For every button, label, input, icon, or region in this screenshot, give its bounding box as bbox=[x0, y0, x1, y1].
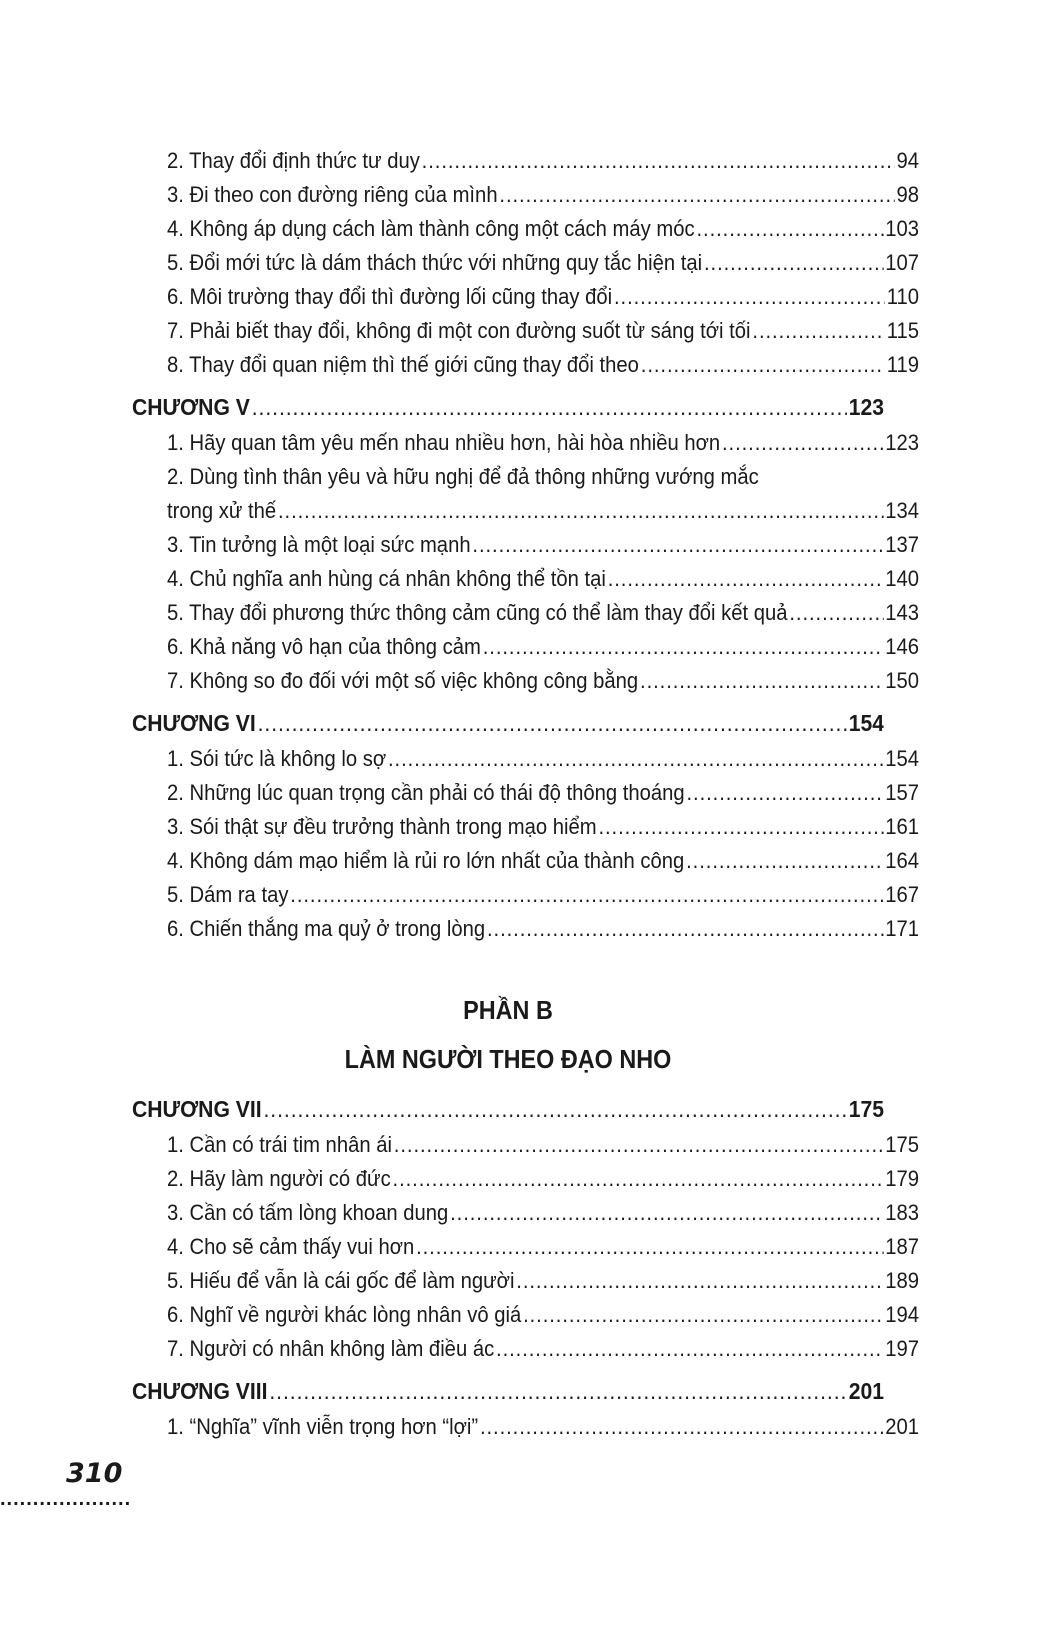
dot-leader bbox=[450, 1196, 883, 1230]
toc-entry-title: 6. Nghĩ về người khác lòng nhân vô giá bbox=[166, 1302, 522, 1327]
table-of-contents bbox=[132, 144, 919, 1444]
dot-leader bbox=[641, 348, 885, 382]
dot-leader bbox=[686, 776, 883, 810]
toc-chapter-heading bbox=[132, 704, 884, 742]
chapter-page: 123 bbox=[848, 394, 885, 420]
toc-entry-page: 201 bbox=[885, 1414, 919, 1439]
toc-entry-page: 175 bbox=[885, 1132, 919, 1157]
toc-entry-title: 2. Hãy làm người có đức bbox=[166, 1166, 391, 1191]
dot-leader bbox=[480, 1410, 883, 1444]
toc-entry bbox=[132, 1264, 919, 1298]
toc-entry-title: 4. Không dám mạo hiểm là rủi ro lớn nhất của thành công bbox=[166, 848, 685, 873]
chapter-page: 175 bbox=[848, 1096, 885, 1122]
toc-entry-title: 4. Cho sẽ cảm thấy vui hơn bbox=[166, 1234, 415, 1259]
toc-chapter-heading bbox=[132, 1090, 884, 1128]
dot-leader bbox=[483, 630, 884, 664]
toc-entry-title-line1: 2. Dùng tình thân yêu và hữu nghị để đả thông những vướng mắc bbox=[166, 464, 759, 489]
toc-entry bbox=[132, 144, 919, 178]
toc-entry bbox=[132, 1230, 919, 1264]
toc-entry bbox=[132, 246, 919, 280]
toc-entry bbox=[132, 178, 919, 212]
toc-entry-page: 157 bbox=[885, 780, 919, 805]
toc-entry-title: 5. Đổi mới tức là dám thách thức với những quy tắc hiện tại bbox=[166, 250, 703, 275]
toc-entry-title: 3. Cần có tấm lòng khoan dung bbox=[166, 1200, 449, 1225]
dot-leader bbox=[696, 212, 883, 246]
dot-leader bbox=[416, 1230, 883, 1264]
toc-entry-page: 171 bbox=[885, 916, 919, 941]
toc-entry bbox=[132, 912, 919, 946]
dot-leader bbox=[258, 704, 847, 742]
toc-entry-title: 2. Những lúc quan trọng cần phải có thái độ thông thoáng bbox=[166, 780, 685, 805]
dot-leader bbox=[422, 144, 895, 178]
toc-entry-page: 167 bbox=[885, 882, 919, 907]
dot-leader bbox=[269, 1372, 847, 1410]
toc-entry-page: 110 bbox=[886, 284, 919, 309]
dot-leader bbox=[393, 1162, 884, 1196]
dot-leader bbox=[394, 1128, 884, 1162]
toc-entry-title: 8. Thay đổi quan niệm thì thế giới cũng thay đổi theo bbox=[166, 352, 639, 377]
part-subtitle: LÀM NGƯỜI THEO ĐẠO NHO bbox=[344, 1044, 672, 1074]
dot-leader bbox=[388, 742, 883, 776]
toc-entry bbox=[132, 596, 919, 630]
toc-entry bbox=[132, 348, 919, 382]
toc-entry bbox=[132, 1196, 919, 1230]
toc-entry bbox=[132, 664, 919, 698]
toc-entry-page: 150 bbox=[885, 668, 919, 693]
dot-leader bbox=[264, 1090, 847, 1128]
toc-chapter-heading bbox=[132, 1372, 884, 1410]
toc-entry bbox=[132, 1332, 919, 1366]
toc-entry-title: 1. Cần có trái tim nhân ái bbox=[166, 1132, 392, 1157]
dot-leader bbox=[487, 912, 883, 946]
toc-entry-title: 3. Tin tưởng là một loại sức mạnh bbox=[166, 532, 471, 557]
toc-entry-page: 146 bbox=[885, 634, 919, 659]
part-title: PHẦN B bbox=[463, 995, 553, 1025]
toc-entry-title: 2. Thay đổi định thức tư duy bbox=[166, 148, 420, 173]
dot-leader bbox=[278, 494, 883, 528]
dot-leader bbox=[704, 246, 883, 280]
toc-entry-title: 4. Không áp dụng cách làm thành công một cách máy móc bbox=[166, 216, 695, 241]
dot-leader bbox=[722, 426, 883, 460]
toc-entry-title: 3. Đi theo con đường riêng của mình bbox=[166, 182, 498, 207]
toc-entry-page: 98 bbox=[896, 182, 919, 207]
toc-entry-title: 1. Hãy quan tâm yêu mến nhau nhiều hơn, hài hòa nhiều hơn bbox=[166, 430, 721, 455]
toc-entry-page: 137 bbox=[885, 532, 919, 557]
toc-entry bbox=[132, 562, 919, 596]
toc-entry bbox=[132, 742, 919, 776]
toc-entry-title: 5. Hiếu để vẫn là cái gốc để làm người bbox=[166, 1268, 515, 1293]
chapter-title: CHƯƠNG V bbox=[132, 394, 250, 420]
toc-entry bbox=[132, 844, 919, 878]
toc-entry-page: 161 bbox=[885, 814, 919, 839]
toc-entry-title: 7. Phải biết thay đổi, không đi một con đường suốt từ sáng tới tối bbox=[166, 318, 751, 343]
toc-entry-title: 3. Sói thật sự đều trưởng thành trong mạo hiểm bbox=[166, 814, 597, 839]
dot-leader bbox=[472, 528, 883, 562]
toc-entry-page: 115 bbox=[886, 318, 919, 343]
toc-entry-page: 179 bbox=[885, 1166, 919, 1191]
toc-entry bbox=[132, 528, 919, 562]
dot-leader bbox=[290, 878, 883, 912]
toc-entry bbox=[132, 1298, 919, 1332]
toc-entry-page: 103 bbox=[885, 216, 919, 241]
toc-entry-title: 7. Người có nhân không làm điều ác bbox=[166, 1336, 495, 1361]
dot-leader bbox=[789, 596, 883, 630]
toc-entry-page: 119 bbox=[886, 352, 919, 377]
toc-entry bbox=[132, 314, 919, 348]
page-number: 310 bbox=[66, 1458, 123, 1489]
toc-entry-page: 189 bbox=[885, 1268, 919, 1293]
toc-entry bbox=[132, 426, 919, 460]
dot-leader bbox=[614, 280, 885, 314]
chapter-title: CHƯƠNG VII bbox=[132, 1096, 262, 1122]
toc-entry-page: 123 bbox=[885, 430, 919, 455]
toc-entry-page: 183 bbox=[885, 1200, 919, 1225]
toc-entry-title-line2: trong xử thế bbox=[166, 498, 277, 523]
toc-entry-title: 5. Thay đổi phương thức thông cảm cũng có thể làm thay đổi kết quả bbox=[166, 600, 788, 625]
toc-entry-page: 154 bbox=[885, 746, 919, 771]
toc-entry-title: 5. Dám ra tay bbox=[166, 882, 289, 907]
footer-dot-rule: .................... bbox=[0, 1488, 132, 1510]
toc-entry-title: 4. Chủ nghĩa anh hùng cá nhân không thể tồn tại bbox=[166, 566, 606, 591]
dot-leader bbox=[608, 562, 884, 596]
chapter-title: CHƯƠNG VIII bbox=[132, 1378, 268, 1404]
toc-entry-page: 197 bbox=[885, 1336, 919, 1361]
chapter-title: CHƯƠNG VI bbox=[132, 710, 256, 736]
toc-entry bbox=[132, 280, 919, 314]
dot-leader bbox=[499, 178, 894, 212]
dot-leader bbox=[686, 844, 883, 878]
toc-entry-page: 164 bbox=[885, 848, 919, 873]
toc-entry-title: 1. “Nghĩa” vĩnh viễn trọng hơn “lợi” bbox=[166, 1414, 479, 1439]
toc-entry-title: 7. Không so đo đối với một số việc không công bằng bbox=[166, 668, 639, 693]
toc-entry-title: 6. Khả năng vô hạn của thông cảm bbox=[166, 634, 481, 659]
toc-entry-page: 143 bbox=[885, 600, 919, 625]
chapter-page: 154 bbox=[848, 710, 885, 736]
toc-entry-page: 187 bbox=[885, 1234, 919, 1259]
toc-entry-title: 6. Chiến thắng ma quỷ ở trong lòng bbox=[166, 916, 486, 941]
toc-entry bbox=[132, 1128, 919, 1162]
toc-entry bbox=[132, 494, 919, 528]
dot-leader bbox=[598, 810, 883, 844]
dot-leader bbox=[516, 1264, 883, 1298]
toc-entry-page: 107 bbox=[885, 250, 919, 275]
dot-leader bbox=[752, 314, 884, 348]
toc-entry bbox=[132, 212, 919, 246]
toc-entry-page: 194 bbox=[885, 1302, 919, 1327]
dot-leader bbox=[496, 1332, 883, 1366]
toc-entry bbox=[132, 630, 919, 664]
dot-leader bbox=[640, 664, 883, 698]
toc-entry bbox=[132, 1410, 919, 1444]
toc-entry-title: 1. Sói tức là không lo sợ bbox=[166, 746, 387, 771]
toc-entry bbox=[132, 776, 919, 810]
toc-entry bbox=[132, 810, 919, 844]
toc-entry bbox=[132, 1162, 919, 1196]
toc-entry-page: 140 bbox=[885, 566, 919, 591]
toc-entry bbox=[132, 878, 919, 912]
toc-chapter-heading bbox=[132, 388, 884, 426]
toc-entry-page: 94 bbox=[896, 148, 919, 173]
toc-entry-title: 6. Môi trường thay đổi thì đường lối cũng thay đổi bbox=[166, 284, 613, 309]
dot-leader bbox=[252, 388, 847, 426]
dot-leader bbox=[523, 1298, 883, 1332]
chapter-page: 201 bbox=[848, 1378, 885, 1404]
toc-entry-page: 134 bbox=[885, 498, 919, 523]
